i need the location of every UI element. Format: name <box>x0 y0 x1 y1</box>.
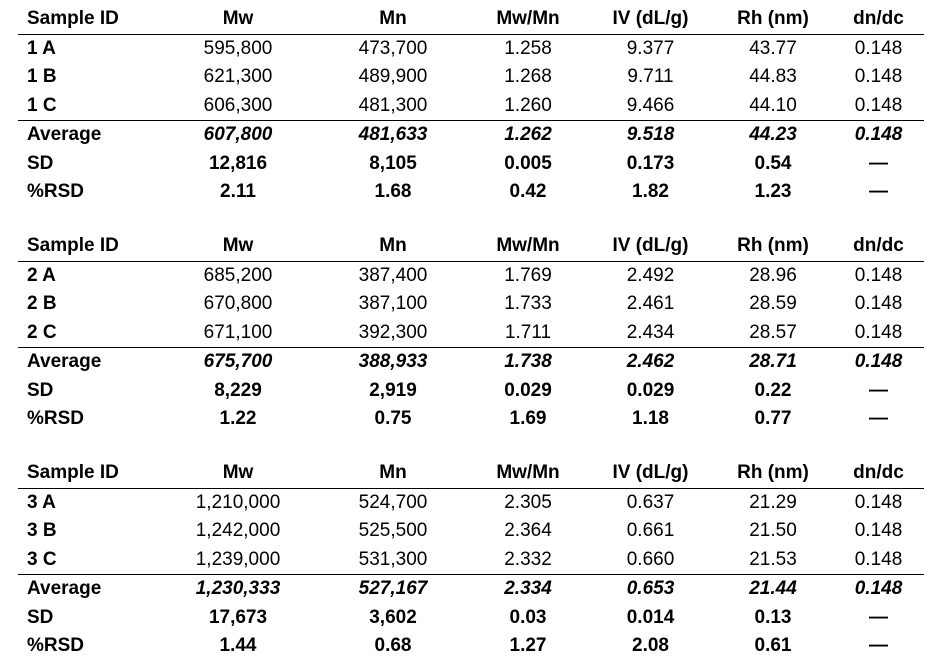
column-header-mn: Mn <box>318 232 468 261</box>
column-header-mw-mn: Mw/Mn <box>468 232 588 261</box>
cell-mw-mn: 1.27 <box>509 635 547 657</box>
column-header-mw-mn: Mw/Mn <box>468 5 588 34</box>
cell-iv: 1.82 <box>632 181 669 203</box>
cell-rh: 44.83 <box>749 66 797 88</box>
cell-dn-dc: 0.148 <box>833 575 924 604</box>
cell-rh: 43.77 <box>749 37 797 59</box>
table-row <box>18 488 924 517</box>
cell-mw-mn: 1.268 <box>504 66 552 88</box>
cell-mw-mn: 0.005 <box>504 152 552 174</box>
column-header-iv: IV (dL/g) <box>588 459 713 488</box>
cell-rh: 44.23 <box>713 121 833 150</box>
cell-sample-id: 2 B <box>27 293 57 315</box>
column-header-mn: Mn <box>318 5 468 34</box>
cell-sample-id: %RSD <box>27 408 85 430</box>
cell-mw: 670,800 <box>203 293 273 315</box>
cell-rh: 0.13 <box>754 606 792 628</box>
cell-mw: 685,200 <box>203 264 273 286</box>
cell-mn: 524,700 <box>358 491 428 513</box>
column-header-mn: Mn <box>318 459 468 488</box>
rsd-row <box>18 178 924 207</box>
table-row <box>18 261 924 290</box>
table-header-row <box>18 5 924 34</box>
cell-mw-mn: 1.262 <box>468 121 588 150</box>
cell-iv: 9.518 <box>588 121 713 150</box>
cell-mw-mn: 1.769 <box>504 264 552 286</box>
cell-mw: 1.22 <box>219 408 257 430</box>
column-header-dn-dc: dn/dc <box>833 232 924 261</box>
results-table-3 <box>18 459 924 661</box>
column-header-mw: Mw <box>158 459 318 488</box>
cell-iv: 0.029 <box>626 379 675 401</box>
cell-mw: 1.44 <box>219 635 257 657</box>
cell-dn-dc: 0.148 <box>854 94 903 116</box>
table-row <box>18 63 924 92</box>
table-row <box>18 92 924 121</box>
cell-sample-id: Average <box>18 575 158 604</box>
column-header-iv: IV (dL/g) <box>588 5 713 34</box>
cell-mn: 489,900 <box>358 66 428 88</box>
cell-mw-mn: 2.332 <box>504 548 552 570</box>
cell-mn: 525,500 <box>358 520 428 542</box>
cell-mw-mn: 1.711 <box>504 321 552 343</box>
cell-iv: 0.014 <box>626 606 675 628</box>
cell-mw: 671,100 <box>203 321 273 343</box>
column-header-rh: Rh (nm) <box>713 459 833 488</box>
column-header-mw: Mw <box>158 232 318 261</box>
cell-mw-mn: 2.334 <box>468 575 588 604</box>
cell-sample-id: Average <box>18 348 158 377</box>
cell-dn-dc: — <box>869 408 888 430</box>
rsd-row <box>18 632 924 661</box>
sd-row <box>18 377 924 406</box>
cell-sample-id: SD <box>27 152 54 174</box>
cell-mn: 531,300 <box>358 548 428 570</box>
table-row <box>18 34 924 63</box>
cell-mn: 387,100 <box>358 293 428 315</box>
cell-mw: 12,816 <box>208 152 268 174</box>
cell-dn-dc: 0.148 <box>854 321 903 343</box>
cell-iv: 1.18 <box>632 408 669 430</box>
cell-mw: 2.11 <box>220 181 256 203</box>
cell-rh: 28.71 <box>713 348 833 377</box>
cell-iv: 2.492 <box>626 264 675 286</box>
cell-mn: 527,167 <box>318 575 468 604</box>
sd-row <box>18 150 924 179</box>
cell-rh: 44.10 <box>749 94 797 116</box>
cell-mn: 0.75 <box>374 408 412 430</box>
cell-mw-mn: 2.305 <box>504 491 552 513</box>
cell-rh: 21.44 <box>713 575 833 604</box>
cell-rh: 28.59 <box>749 293 797 315</box>
cell-rh: 21.29 <box>749 491 797 513</box>
cell-mw-mn: 1.733 <box>504 293 552 315</box>
cell-dn-dc: 0.148 <box>854 66 903 88</box>
cell-rh: 28.96 <box>749 264 797 286</box>
cell-iv: 0.173 <box>626 152 675 174</box>
cell-dn-dc: — <box>869 379 888 401</box>
cell-dn-dc: 0.148 <box>854 293 903 315</box>
table-row <box>18 517 924 546</box>
table-header-row <box>18 232 924 261</box>
cell-mw: 675,700 <box>158 348 318 377</box>
cell-mn: 388,933 <box>318 348 468 377</box>
cell-mn: 3,602 <box>369 606 417 628</box>
cell-sample-id: %RSD <box>27 635 85 657</box>
cell-dn-dc: — <box>869 635 888 657</box>
cell-mn: 392,300 <box>358 321 428 343</box>
cell-mn: 481,633 <box>318 121 468 150</box>
table-row <box>18 290 924 319</box>
column-header-dn-dc: dn/dc <box>833 459 924 488</box>
cell-rh: 1.23 <box>754 181 792 203</box>
cell-mw: 595,800 <box>203 37 273 59</box>
results-table-1 <box>18 5 924 207</box>
cell-iv: 2.08 <box>632 635 669 657</box>
cell-rh: 28.57 <box>749 321 797 343</box>
cell-dn-dc: — <box>869 606 888 628</box>
cell-mw: 606,300 <box>203 94 273 116</box>
cell-mn: 387,400 <box>358 264 428 286</box>
column-header-iv: IV (dL/g) <box>588 232 713 261</box>
cell-mw-mn: 1.738 <box>468 348 588 377</box>
results-table-2 <box>18 232 924 434</box>
cell-iv: 2.461 <box>626 293 675 315</box>
cell-iv: 0.637 <box>626 491 675 513</box>
cell-sample-id: 3 C <box>27 548 57 570</box>
cell-sample-id: 2 C <box>27 321 57 343</box>
cell-mw-mn: 0.42 <box>509 181 547 203</box>
column-header-rh: Rh (nm) <box>713 232 833 261</box>
cell-sample-id: 1 A <box>27 37 56 59</box>
cell-mn: 481,300 <box>358 94 428 116</box>
cell-mn: 1.68 <box>374 181 412 203</box>
cell-dn-dc: 0.148 <box>854 520 903 542</box>
average-row <box>18 575 924 604</box>
cell-mn: 2,919 <box>369 379 417 401</box>
column-header-sample-id: Sample ID <box>18 232 158 261</box>
cell-mw: 1,210,000 <box>195 491 281 513</box>
cell-mw: 621,300 <box>203 66 273 88</box>
cell-iv: 0.661 <box>626 520 675 542</box>
table-row <box>18 319 924 348</box>
table-row <box>18 546 924 575</box>
cell-sample-id: 2 A <box>27 264 56 286</box>
cell-dn-dc: 0.148 <box>854 491 903 513</box>
cell-mw: 1,242,000 <box>195 520 281 542</box>
cell-mw-mn: 1.69 <box>509 408 547 430</box>
cell-mw: 17,673 <box>208 606 268 628</box>
cell-rh: 21.50 <box>749 520 797 542</box>
column-header-mw: Mw <box>158 5 318 34</box>
cell-mw: 1,239,000 <box>195 548 281 570</box>
cell-rh: 0.22 <box>754 379 792 401</box>
cell-sample-id: Average <box>18 121 158 150</box>
cell-iv: 9.466 <box>626 94 675 116</box>
cell-iv: 0.653 <box>588 575 713 604</box>
column-header-rh: Rh (nm) <box>713 5 833 34</box>
table-header-row <box>18 459 924 488</box>
cell-rh: 0.77 <box>754 408 792 430</box>
cell-sample-id: SD <box>27 606 54 628</box>
cell-mw-mn: 2.364 <box>504 520 552 542</box>
cell-sample-id: %RSD <box>27 181 85 203</box>
cell-mn: 8,105 <box>369 152 417 174</box>
cell-iv: 0.660 <box>626 548 675 570</box>
cell-iv: 2.434 <box>626 321 675 343</box>
cell-dn-dc: 0.148 <box>854 264 903 286</box>
cell-mn: 0.68 <box>374 635 412 657</box>
cell-mw-mn: 1.258 <box>504 37 552 59</box>
cell-dn-dc: 0.148 <box>854 37 903 59</box>
cell-sample-id: SD <box>27 379 54 401</box>
cell-dn-dc: — <box>869 181 888 203</box>
cell-sample-id: 1 C <box>27 94 57 116</box>
cell-iv: 2.462 <box>588 348 713 377</box>
cell-mn: 473,700 <box>358 37 428 59</box>
cell-mw-mn: 1.260 <box>504 94 552 116</box>
cell-dn-dc: 0.148 <box>833 121 924 150</box>
average-row <box>18 348 924 377</box>
cell-iv: 9.711 <box>627 66 674 88</box>
cell-mw: 607,800 <box>158 121 318 150</box>
cell-rh: 0.61 <box>754 635 792 657</box>
cell-mw: 8,229 <box>214 379 262 401</box>
column-header-mw-mn: Mw/Mn <box>468 459 588 488</box>
rsd-row <box>18 405 924 434</box>
cell-sample-id: 3 A <box>27 491 56 513</box>
cell-rh: 0.54 <box>754 152 792 174</box>
cell-mw-mn: 0.029 <box>504 379 552 401</box>
cell-dn-dc: — <box>869 152 888 174</box>
cell-sample-id: 3 B <box>27 520 57 542</box>
cell-mw: 1,230,333 <box>158 575 318 604</box>
average-row <box>18 121 924 150</box>
column-header-sample-id: Sample ID <box>18 5 158 34</box>
column-header-sample-id: Sample ID <box>18 459 158 488</box>
cell-dn-dc: 0.148 <box>854 548 903 570</box>
cell-iv: 9.377 <box>626 37 675 59</box>
cell-rh: 21.53 <box>749 548 797 570</box>
cell-dn-dc: 0.148 <box>833 348 924 377</box>
column-header-dn-dc: dn/dc <box>833 5 924 34</box>
cell-mw-mn: 0.03 <box>509 606 547 628</box>
cell-sample-id: 1 B <box>27 66 57 88</box>
sd-row <box>18 604 924 633</box>
